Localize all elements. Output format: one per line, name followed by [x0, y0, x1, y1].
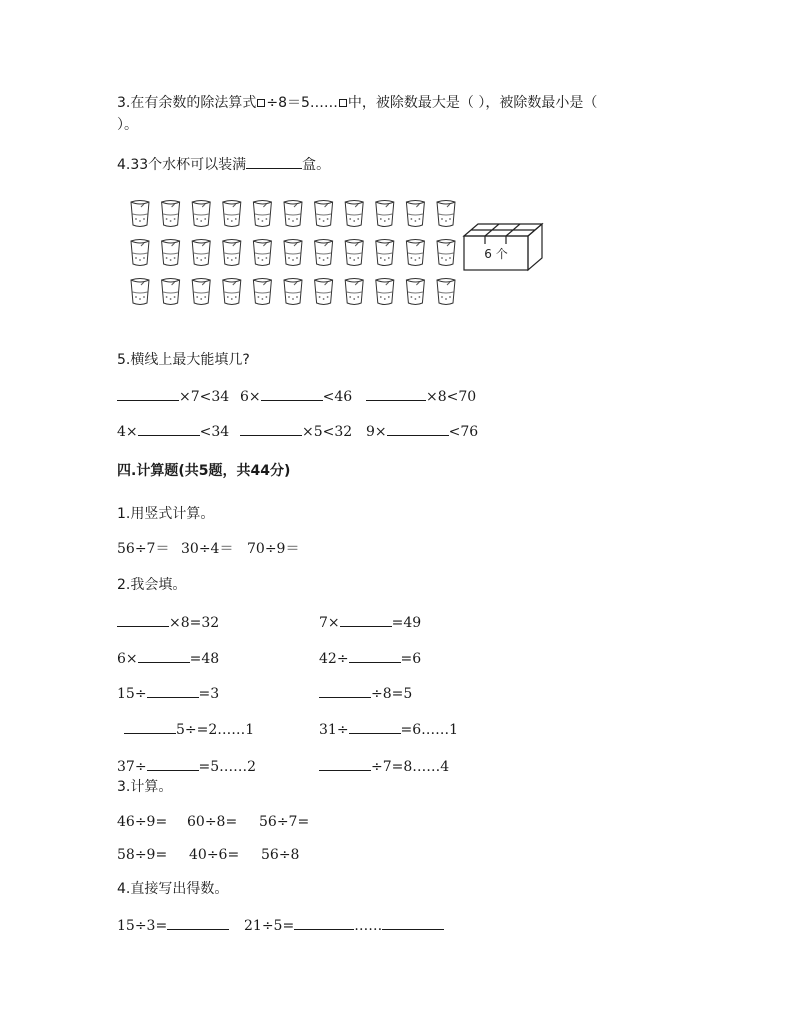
q5-r1-text-b-post: <46: [322, 389, 353, 405]
c2-r1-pre: 7×: [319, 615, 340, 631]
water-cup-icon: [192, 201, 210, 227]
c2-l4-post: 5÷=2……1: [176, 722, 255, 738]
water-cup-icon: [345, 240, 363, 266]
water-cup-icon: [437, 240, 455, 266]
c4-b-text: 21÷5=: [244, 918, 295, 934]
c2-l5-post: =5……2: [198, 759, 257, 775]
q5-title: 5.横线上最大能填几?: [117, 352, 250, 368]
water-cup-icon: [284, 240, 302, 266]
c2-r2-pre: 42÷: [319, 651, 349, 667]
c4-a-blank[interactable]: [167, 916, 229, 930]
q5-r2-text-c-post: <76: [448, 424, 479, 440]
c2-r1-post: =49: [391, 615, 422, 631]
c4-item-b: [244, 916, 444, 935]
water-cup-icon: [376, 201, 394, 227]
water-cup-icon: [406, 240, 424, 266]
water-cup-icon: [223, 279, 241, 305]
c2-right-3: [319, 684, 412, 703]
six-cup-box-icon: [464, 224, 542, 270]
q4-answer-blank[interactable]: [246, 155, 302, 169]
c4-b-quotient-blank[interactable]: [294, 916, 354, 930]
c4-b-dots: ……: [354, 918, 383, 934]
c3-r2-2: 40÷6=: [189, 847, 240, 863]
water-cup-icon: [253, 201, 271, 227]
c2-r5-post: ÷7=8……4: [371, 759, 450, 775]
c1-item-1: 56÷7＝: [117, 541, 170, 557]
c2-right-5: [319, 757, 449, 776]
q5-row2-b: [240, 422, 352, 441]
water-cup-icon: [345, 279, 363, 305]
q5-r1-blank-b[interactable]: [261, 387, 323, 401]
c2-l2-pre: 6×: [117, 651, 138, 667]
q5-r1-text-a: ×7<34: [179, 389, 230, 405]
c2-l5-blank[interactable]: [147, 757, 199, 771]
c2-left-1: [117, 613, 219, 632]
c3-title: 3.计算。: [117, 779, 173, 795]
water-cup-icon: [315, 279, 333, 305]
water-cup-icon: [253, 240, 271, 266]
c2-l5-pre: 37÷: [117, 759, 147, 775]
q5-r2-text-a-pre: 4×: [117, 424, 138, 440]
q3-line2: [117, 116, 138, 134]
c3-r1-1: 46÷9=: [117, 814, 168, 830]
q3-text-b: ÷8＝5……: [266, 95, 338, 111]
box-label: 6 个: [484, 247, 508, 261]
water-cup-icon: [376, 240, 394, 266]
c2-l3-pre: 15÷: [117, 686, 147, 702]
water-cup-icon: [376, 279, 394, 305]
water-cup-icon: [131, 201, 149, 227]
c2-r3-blank[interactable]: [319, 684, 371, 698]
water-cup-icon: [162, 279, 180, 305]
water-cup-icon: [406, 201, 424, 227]
cups-and-box-illustration: [126, 196, 546, 308]
c2-left-4: [124, 720, 254, 739]
c2-l3-blank[interactable]: [147, 684, 199, 698]
water-cup-icon: [315, 201, 333, 227]
c2-r5-blank[interactable]: [319, 757, 371, 771]
q5-row2: [117, 422, 229, 441]
q5-r2-text-b: ×5<32: [302, 424, 353, 440]
c4-title: 4.直接写出得数。: [117, 881, 229, 897]
c2-right-1: [319, 613, 421, 632]
c3-r2-1: 58÷9=: [117, 847, 168, 863]
q5-r2-text-c-pre: 9×: [366, 424, 387, 440]
c2-r2-post: =6: [400, 651, 422, 667]
c2-r4-pre: 31÷: [319, 722, 349, 738]
section-title: 四.计算题(共5题，共44分): [117, 463, 291, 479]
q5-r2-blank-a[interactable]: [138, 422, 200, 436]
water-cup-icon: [253, 279, 271, 305]
c2-l2-blank[interactable]: [138, 649, 190, 663]
c2-r4-post: =6……1: [400, 722, 459, 738]
c2-l4-blank[interactable]: [124, 720, 176, 734]
c2-left-5: [117, 757, 256, 776]
q5-r1-text-b-pre: 6×: [240, 389, 261, 405]
c2-r2-blank[interactable]: [349, 649, 401, 663]
water-cup-icon: [162, 201, 180, 227]
q5-r2-blank-b[interactable]: [240, 422, 302, 436]
c4-a-text: 15÷3=: [117, 918, 168, 934]
q4-prefix: 4.33个水杯可以装满: [117, 157, 247, 173]
c4-b-remainder-blank[interactable]: [382, 916, 444, 930]
q5-r1-blank-c[interactable]: [366, 387, 426, 401]
remainder-box-icon: [339, 99, 347, 107]
c2-right-4: [319, 720, 458, 739]
dividend-box-icon: [257, 99, 265, 107]
q5-r2-blank-c[interactable]: [387, 422, 449, 436]
water-cup-icon: [162, 240, 180, 266]
c2-left-3: [117, 684, 219, 703]
c2-r3-post: ÷8=5: [371, 686, 413, 702]
c2-l1-blank[interactable]: [117, 613, 169, 627]
q5-r2-text-a-post: <34: [199, 424, 230, 440]
water-cup-icon: [345, 201, 363, 227]
water-cup-icon: [437, 279, 455, 305]
c2-right-2: [319, 649, 421, 668]
c2-l3-post: =3: [198, 686, 220, 702]
water-cup-icon: [406, 279, 424, 305]
c4-item-a: [117, 916, 229, 935]
c1-item-3: 70÷9＝: [247, 541, 300, 557]
q4-suffix: 盒。: [302, 157, 331, 173]
q3-text-c: 中，被除数最大是（ ），被除数最小是（: [347, 95, 598, 111]
q3-line2-text: ）。: [117, 117, 138, 133]
water-cup-icon: [437, 201, 455, 227]
water-cup-icon: [131, 279, 149, 305]
c2-left-2: [117, 649, 219, 668]
water-cup-icon: [284, 201, 302, 227]
c2-r1-blank[interactable]: [340, 613, 392, 627]
q5-row1-c: [366, 387, 476, 406]
q5-row2-c: [366, 422, 478, 441]
q5-r1-text-c: ×8<70: [426, 389, 477, 405]
water-cup-icon: [131, 240, 149, 266]
water-cup-icon: [223, 201, 241, 227]
c2-l2-post: =48: [189, 651, 220, 667]
c1-item-2: 30÷4＝: [181, 541, 234, 557]
water-cup-icon: [223, 240, 241, 266]
water-cup-icon: [192, 279, 210, 305]
water-cups-grid: [131, 201, 455, 305]
c2-title: 2.我会填。: [117, 577, 187, 593]
c3-r1-2: 60÷8=: [187, 814, 238, 830]
c2-r4-blank[interactable]: [349, 720, 401, 734]
c2-l1-text: ×8=32: [169, 615, 220, 631]
q3-text-a: 3.在有余数的除法算式: [117, 95, 257, 111]
q3-line1: [117, 94, 597, 112]
c3-r2-3: 56÷8: [261, 847, 300, 863]
q5-row1: [117, 387, 229, 406]
q5-row1-b: [240, 387, 352, 406]
q5-r1-blank-a[interactable]: [117, 387, 179, 401]
q4-line: [117, 155, 330, 174]
water-cup-icon: [315, 240, 333, 266]
water-cup-icon: [284, 279, 302, 305]
c1-title: 1.用竖式计算。: [117, 506, 215, 522]
c3-r1-3: 56÷7=: [259, 814, 310, 830]
water-cup-icon: [192, 240, 210, 266]
